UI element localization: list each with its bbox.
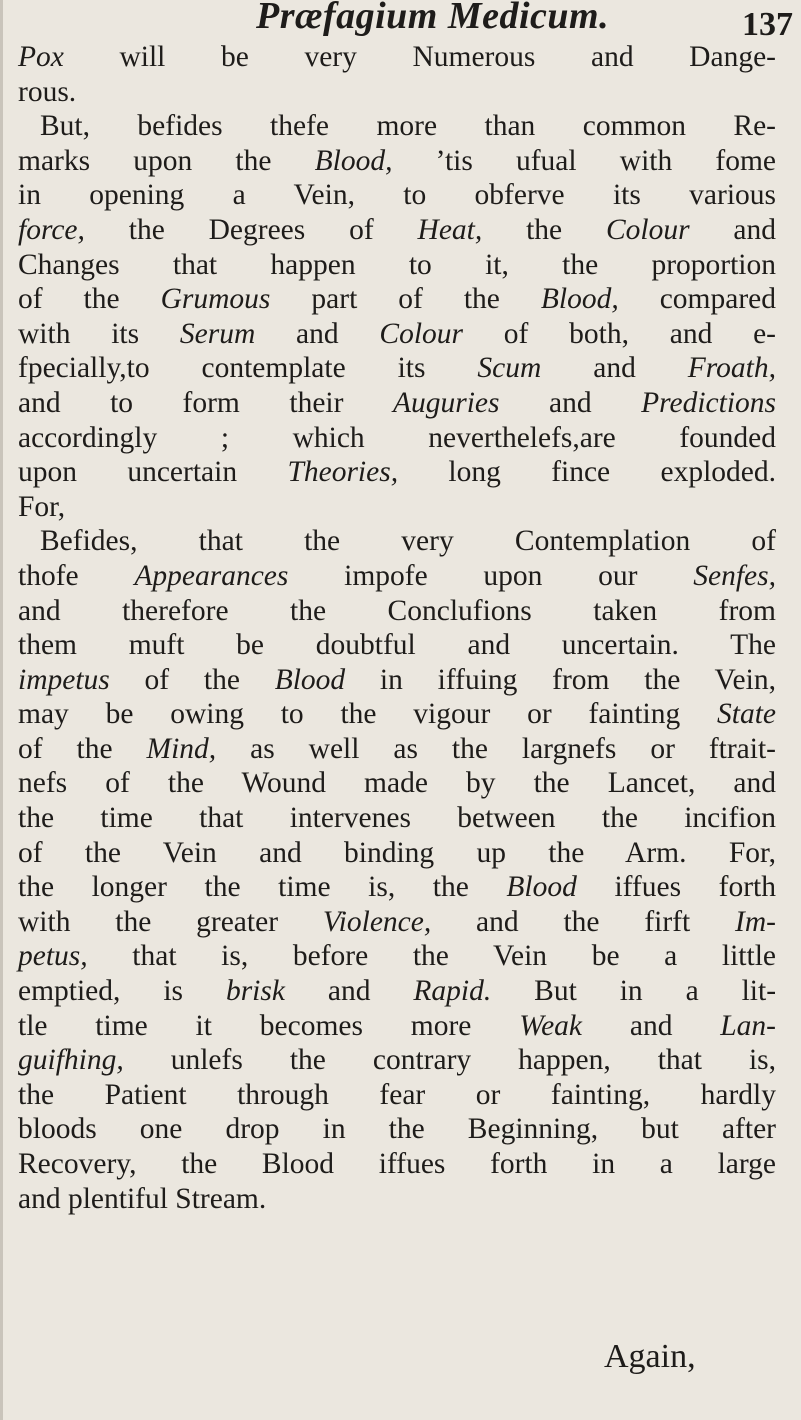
text-line: and plentiful Stream.: [18, 1182, 267, 1215]
text-line: and therefore the Conclufions taken from: [18, 594, 776, 627]
text-line: the time that intervenes between the incifion: [18, 802, 776, 835]
text-line: nefs of the Wound made by the Lancet, and: [18, 767, 776, 800]
text-line: marks upon the Blood, ’tis ufual with fome: [18, 144, 776, 177]
text-line: bloods one drop in the Beginning, but after: [18, 1113, 776, 1146]
text-line: of the Vein and binding up the Arm. For,: [18, 836, 776, 869]
text-line: with the greater Violence, and the firft Im-: [18, 905, 776, 938]
text-line: of the Mind, as well as the largnefs or ftrait-: [18, 732, 776, 765]
text-line: force, the Degrees of Heat, the Colour and: [18, 213, 776, 246]
text-line: impetus of the Blood in iffuing from the Vein,: [18, 663, 776, 696]
text-line: For,: [18, 490, 66, 523]
text-line: Befides, that the very Contemplation of: [40, 525, 776, 558]
text-line: in opening a Vein, to obferve its various: [18, 179, 776, 212]
text-line: Changes that happen to it, the proportion: [18, 248, 776, 281]
text-line: accordingly ; which neverthelefs,are founded: [18, 421, 776, 454]
page-number: 137: [742, 6, 793, 43]
text-line: with its Serum and Colour of both, and e-: [18, 317, 777, 350]
text-line: tle time it becomes more Weak and Lan-: [18, 1009, 776, 1042]
text-line: Recovery, the Blood iffues forth in a large: [18, 1148, 776, 1180]
text-line: may be owing to the vigour or fainting State: [18, 698, 776, 731]
text-line: But, befides thefe more than common Re-: [40, 110, 776, 143]
text-line: emptied, is brisk and Rapid. But in a lit-: [18, 975, 777, 1008]
running-head: Præfagium Medicum.: [256, 0, 610, 37]
text-line: the Patient through fear or fainting, hardly: [18, 1078, 776, 1111]
text-line: the longer the time is, the Blood iffues forth: [18, 871, 776, 904]
body-text: [18, 40, 776, 1216]
text-line: them muft be doubtful and uncertain. The: [18, 629, 776, 662]
text-line: rous.: [18, 75, 77, 108]
text-line: upon uncertain Theories, long fince exploded.: [18, 456, 776, 489]
text-line: of the Grumous part of the Blood, compared: [18, 283, 776, 316]
catchword: Again,: [604, 1338, 696, 1375]
text-line: guifhing, unlefs the contrary happen, that is,: [18, 1044, 776, 1077]
text-line: thofe Appearances impofe upon our Senfes,: [18, 559, 776, 592]
text-line: and to form their Auguries and Predictions: [18, 386, 776, 419]
text-line: Pox will be very Numerous and Dange-: [18, 41, 776, 73]
text-line: fpecially,to contemplate its Scum and Froath,: [18, 352, 776, 385]
text-line: petus, that is, before the Vein be a little: [18, 940, 776, 973]
